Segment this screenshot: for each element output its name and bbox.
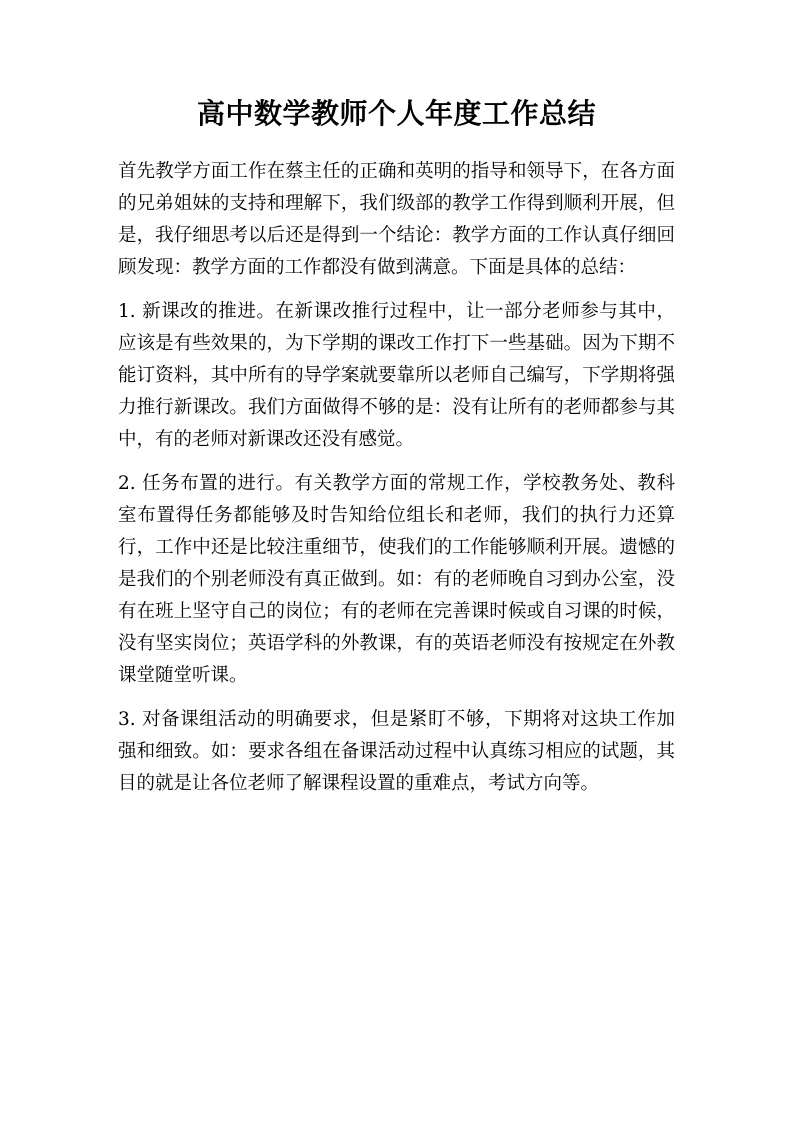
document-title: 高中数学教师个人年度工作总结 xyxy=(196,97,596,130)
paragraph-item-3: 3. 对备课组活动的明确要求，但是紧盯不够，下期将对这块工作加强和细致。如：要求各组在备课活动过程中认真练习相应的试题，其目的就是让各位老师了解课程设置的重难点，考试方向等。 xyxy=(118,709,675,794)
paragraph-intro: 首先教学方面工作在蔡主任的正确和英明的指导和领导下，在各方面的兄弟姐妹的支持和理解下，我们级部的教学工作得到顺利开展，但是，我仔细思考以后还是得到一个结论：教学方面的工作认真仔细回顾发现：教学方面的工作都没有做到满意。下面是具体的总结： xyxy=(118,161,675,278)
document-body xyxy=(118,156,675,800)
paragraph-item-2: 2. 任务布置的进行。有关教学方面的常规工作，学校教务处、教科室布置得任务都能够及时告知给位组长和老师，我们的执行力还算行，工作中还是比较注重细节，使我们的工作能够顺利开展。遗憾的是我们的个别老师没有真正做到。如：有的老师晚自习到办公室，没有在班上坚守自己的岗位；有的老师在完善课时候或自习课的时候，没有坚实岗位；英语学科的外教课，有的英语老师没有按规定在外教课堂随堂听课。 xyxy=(118,473,675,686)
paragraph-item-1: 1. 新课改的推进。在新课改推行过程中，让一部分老师参与其中，应该是有些效果的，为下学期的课改工作打下一些基础。因为下期不能订资料，其中所有的导学案就要靠所以老师自己编写，下学期将强力推行新课改。我们方面做得不够的是：没有让所有的老师都参与其中，有的老师对新课改还没有感觉。 xyxy=(118,301,675,450)
